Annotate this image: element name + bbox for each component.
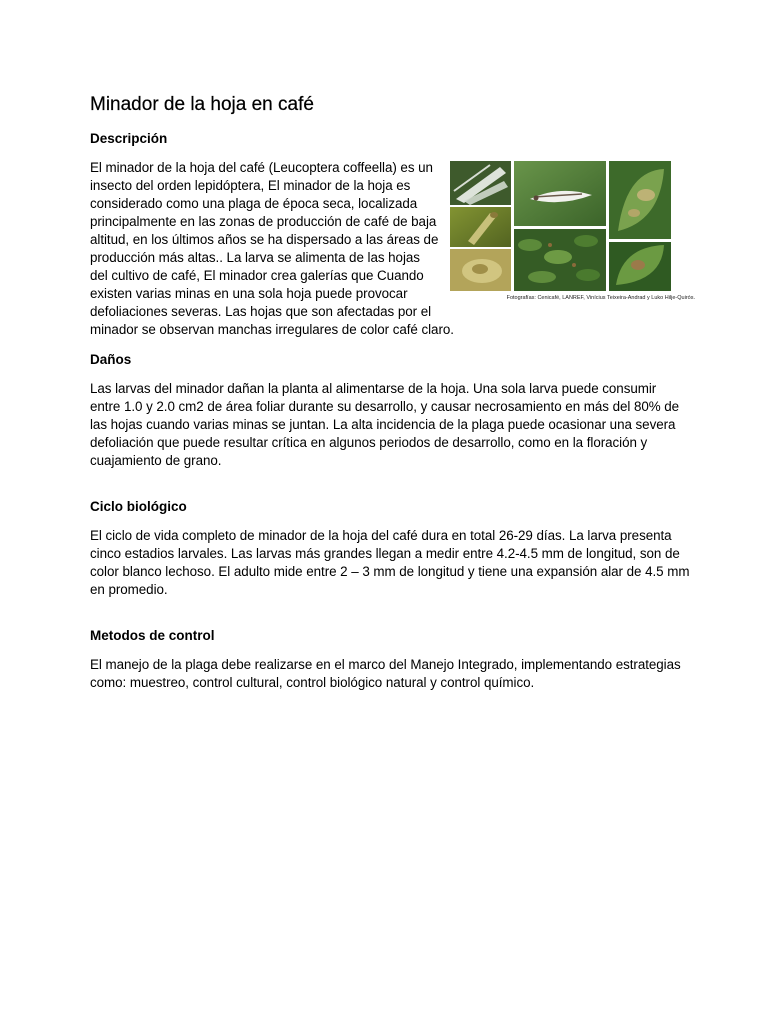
document-content (90, 92, 695, 692)
heading-danos: Daños (90, 352, 132, 367)
paragraph-descripcion: El minador de la hoja del café (Leucoptera coffeella) es un insecto del orden lepidóptera, El minador de la hoja es considerado como una plaga de época seca, localizada principalmente en las zonas de producción de café de baja altitud, en los últimos años se ha dispersado a las áreas de producción más altas.. La larva se alimenta de las hojas del cultivo de café, El minador crea galerías que Cuando existen varias minas en una sola hoja puede provocar defoliaciones severas. Las hojas que son afectadas por el minador se observan manchas irregulares de color café claro. (90, 160, 454, 337)
section-ciclo-biologico (90, 498, 690, 599)
photo-larva-leaf (450, 207, 511, 247)
photo-damaged-leaf (609, 161, 671, 239)
photo-leaf-mines (609, 242, 671, 291)
photo-collage-figure (447, 161, 695, 307)
heading-ciclo-biologico: Ciclo biológico (90, 499, 187, 514)
paragraph-metodos-control: El manejo de la plaga debe realizarse en el marco del Manejo Integrado, implementando estrategias como: muestreo, control cultural, control biológico natural y control químico. (90, 657, 681, 690)
paragraph-danos: Las larvas del minador dañan la planta al alimentarse de la hoja. Una sola larva puede consumir entre 1.0 y 2.0 cm2 de área foliar durante su desarrollo, y causar necrosamiento en más del 80% de las hojas cuando varias minas se juntan. La alta incidencia de la plaga puede ocasionar una severa defoliación que puede resultar crítica en algunos periodos de desarrollo, como en la floración y cuajamiento de grano. (90, 381, 680, 468)
photo-coffee-plants (514, 229, 606, 291)
photo-collage (450, 161, 693, 291)
page-title: Minador de la hoja en café (90, 94, 314, 115)
heading-descripcion: Descripción (90, 131, 168, 146)
photo-adult-moth (514, 161, 606, 226)
paragraph-ciclo-biologico: El ciclo de vida completo de minador de la hoja del café dura en total 26-29 días. La larva presenta cinco estadios larvales. Las larvas más grandes llegan a medir entre 4.2-4.5 mm de longitud, son de color blanco lechoso. El adulto mide entre 2 – 3 mm de longitud y tiene una expansión alar de 4.5 mm en promedio. (90, 528, 690, 597)
photo-larva-closeup (450, 249, 511, 291)
section-metodos-control (90, 627, 690, 692)
photo-moth-wings (450, 161, 511, 205)
section-descripcion (90, 159, 695, 339)
section-danos (90, 351, 690, 470)
figure-caption: Fotografías: Cenicafé, LANREF, Vinícius Teixeira-Andrad y Luko Hilje-Quirós. (506, 295, 695, 301)
heading-metodos-control: Metodos de control (90, 628, 215, 643)
